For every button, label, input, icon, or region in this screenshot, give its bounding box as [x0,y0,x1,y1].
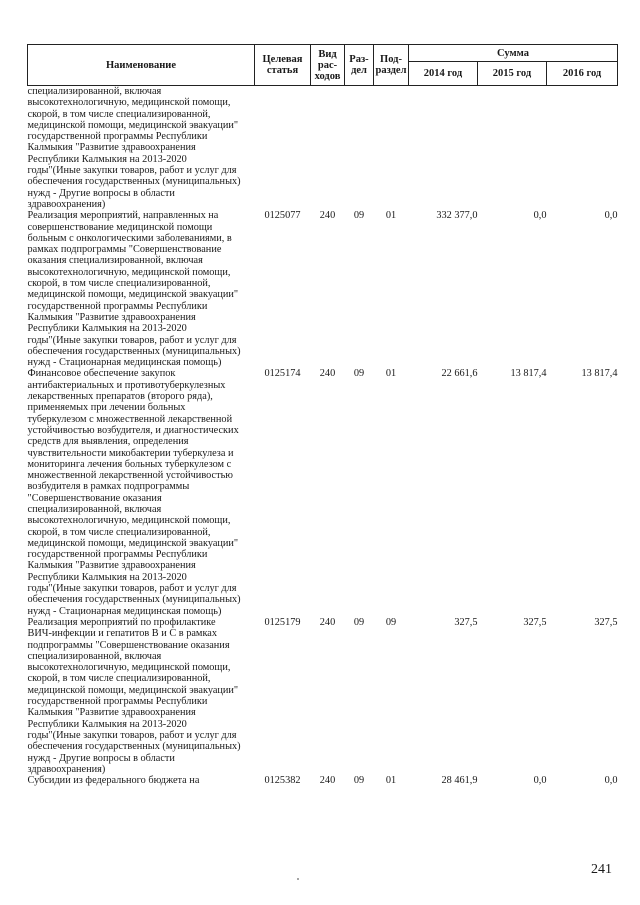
name-line: нужд - Стационарная медицинская помощь) [27,605,222,617]
header-sum: Сумма [409,45,618,62]
row-section: 09 [353,616,365,628]
table-row-continued [28,86,618,211]
header-year-2016: 2016 год [547,62,618,86]
name-line: здравоохранения) [27,198,106,210]
table-header [28,45,618,86]
name-line: Республики Калмыкия на 2013-2020 [27,323,187,335]
name-line: годы"(Иные закупки товаров, работ и услуг для [27,583,237,595]
name-line: Реализация мероприятий по профилактике [27,616,216,628]
row-name [28,617,255,775]
name-line: государственной программы Республики [27,696,208,708]
name-line: обеспечения государственных (муниципальных) [27,741,241,753]
name-line: мониторинга лечения больных туберкулезом с [27,458,232,470]
name-line: множественной лекарственной устойчивостью [27,470,233,482]
name-line: нужд - Стационарная медицинская помощь) [27,357,222,369]
header-expense-type [311,45,345,86]
name-line: больным с онкологическими заболеваниями, в [27,232,232,244]
name-line: государственной программы Республики [27,300,208,312]
row-expense-type: 240 [319,368,336,380]
name-line: нужд - Другие вопросы в области [27,187,175,199]
header-section-l2: дел [351,65,367,76]
name-line: медицинской помощи, медицинской эвакуации" [27,289,239,301]
name-line: "Совершенствование оказания [27,492,162,504]
row-sum-2016: 0,0 [604,775,618,787]
row-name [28,368,255,617]
name-line: скорой, в том числе специализированной, [27,278,211,290]
name-line: Калмыкия "Развитие здравоохранения [27,311,196,323]
name-line: обеспечения государственных (муниципальных) [27,345,241,357]
header-expense-type-l2: рас- [317,59,338,71]
name-line: нужд - Другие вопросы в области [27,752,175,764]
name-line: лекарственных препаратов (второго ряда), [27,391,213,403]
table-row [28,368,618,617]
name-line: медицинской помощи, медицинской эвакуации" [27,537,239,549]
header-name: Наименование [28,45,255,86]
row-sum-2014: 28 461,9 [441,775,478,787]
name-line: годы"(Иные закупки товаров, работ и услуг для [27,334,237,346]
name-line: обеспечения государственных (муниципальных) [27,594,241,606]
budget-table [27,44,618,786]
name-line: специализированной, включая [27,650,162,662]
name-line: Республики Калмыкия на 2013-2020 [27,571,187,583]
header-year-2015: 2015 год [478,62,547,86]
row-sum-2014: 332 377,0 [436,210,478,222]
name-line: ВИЧ-инфекции и гепатитов В и С в рамках [27,628,218,640]
header-target-article: Целевая статья [255,45,311,86]
name-line: Реализация мероприятий, направленных на [27,210,219,222]
row-name [28,86,255,211]
row-code: 0125174 [264,368,301,380]
name-line: Республики Калмыкия на 2013-2020 [27,718,187,730]
row-section: 09 [353,775,365,787]
table-row [28,617,618,775]
page-number: 241 [591,862,612,877]
name-line: средств для выявления, определения [27,436,189,448]
name-line: оказания специализированной, включая [27,255,203,267]
header-subsection-l2: раздел [375,65,407,76]
scan-dot [297,878,299,880]
row-expense-type: 240 [319,775,336,787]
row-sum-2016: 13 817,4 [581,368,618,380]
name-line: медицинской помощи, медицинской эвакуации" [27,684,239,696]
row-expense-type: 240 [319,210,336,222]
row-code: 0125077 [264,210,301,222]
row-section: 09 [353,368,365,380]
row-code: 0125179 [264,616,301,628]
row-sum-2015: 0,0 [533,775,547,787]
name-line: возбудителя в рамках подпрограммы [27,481,190,493]
name-line: скорой, в том числе специализированной, [27,673,211,685]
row-sum-2016: 327,5 [594,616,618,628]
name-line: совершенствование медицинской помощи [27,221,213,233]
name-line: Калмыкия "Развитие здравоохранения [27,707,196,719]
name-line: скорой, в том числе специализированной, [27,108,211,120]
header-section [345,45,374,86]
table-row [28,210,618,368]
row-sum-2016: 0,0 [604,210,618,222]
row-sum-2014: 22 661,6 [441,368,478,380]
header-expense-type-l1: Вид [318,48,337,60]
name-line: медицинской помощи, медицинской эвакуации" [27,119,239,131]
name-line: специализированной, включая [27,503,162,515]
row-subsection: 01 [385,210,397,222]
name-line: государственной программы Республики [27,549,208,561]
header-year-2014: 2014 год [409,62,478,86]
name-line: туберкулезом с множественной лекарственной [27,413,233,425]
row-sum-2015: 13 817,4 [510,368,547,380]
name-line: Республики Калмыкия на 2013-2020 [27,153,187,165]
name-line: антибактериальных и противотуберкулезных [27,379,226,391]
name-line: государственной программы Республики [27,131,208,143]
row-subsection: 09 [385,616,397,628]
row-sum-2015: 0,0 [533,210,547,222]
name-line: устойчивостью возбудителя, и диагностических [27,424,239,436]
header-expense-type-l3: ходов [314,70,341,82]
row-subsection: 01 [385,368,397,380]
name-line: подпрограммы "Совершенствование оказания [27,639,230,651]
row-sum-2015: 327,5 [523,616,547,628]
name-line: высокотехнологичную, медицинской помощи, [27,515,231,527]
name-line: Калмыкия "Развитие здравоохранения [27,142,196,154]
name-line: Калмыкия "Развитие здравоохранения [27,560,196,572]
row-expense-type: 240 [319,616,336,628]
name-line: годы"(Иные закупки товаров, работ и услуг для [27,165,237,177]
name-line: высокотехнологичную, медицинской помощи, [27,266,231,278]
row-subsection: 01 [385,775,397,787]
header-subsection-l1: Под- [380,54,402,65]
name-line: применяемых при лечении больных [27,402,186,414]
row-sum-2014: 327,5 [454,616,478,628]
name-line: скорой, в том числе специализированной, [27,526,211,538]
name-line: специализированной, включая [27,86,162,97]
name-line: Финансовое обеспечение закупок [27,368,176,380]
row-code: 0125382 [264,775,301,787]
header-section-l1: Раз- [349,54,369,65]
name-line: высокотехнологичную, медицинской помощи, [27,662,231,674]
row-name [28,775,255,786]
row-name [28,210,255,368]
name-line: чувствительности микобактерии туберкулеза и [27,447,234,459]
name-line: рамках подпрограммы "Совершенствование [27,244,222,256]
name-line: здравоохранения) [27,763,106,775]
name-line: высокотехнологичную, медицинской помощи, [27,97,231,109]
name-line: годы"(Иные закупки товаров, работ и услуг для [27,729,237,741]
table-row [28,775,618,786]
row-section: 09 [353,210,365,222]
table-body [28,86,618,787]
name-line: Субсидии из федерального бюджета на [27,775,200,787]
name-line: обеспечения государственных (муниципальных) [27,176,241,188]
header-subsection [374,45,409,86]
